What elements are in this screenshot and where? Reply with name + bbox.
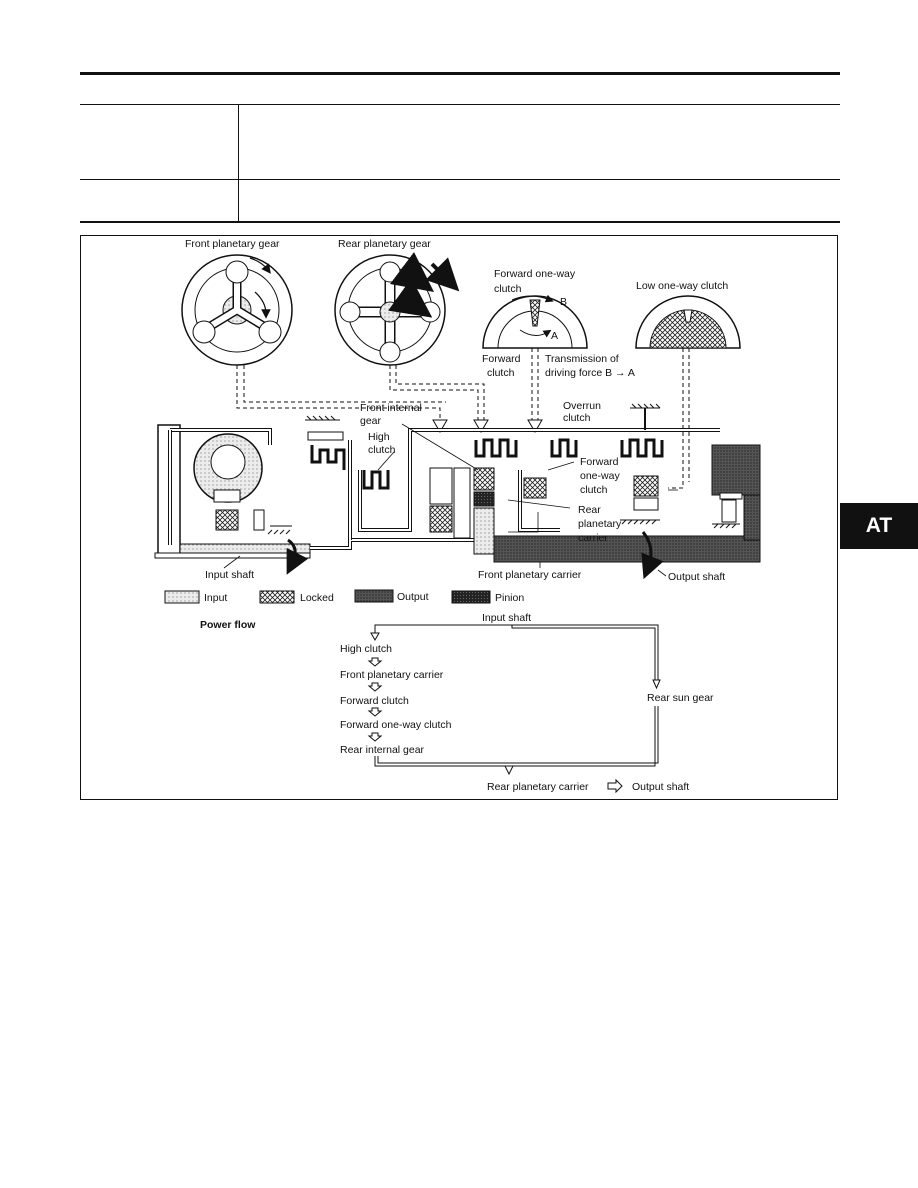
forward-owc-label-1: Forward one-way [494, 268, 576, 280]
pf-rear-internal-gear: Rear internal gear [340, 744, 425, 756]
high-clutch-label-2: clutch [368, 444, 396, 456]
front-internal-gear-label-2: gear [360, 415, 382, 427]
rear-planetary-gear-icon [335, 255, 448, 365]
low-owc-label: Low one-way clutch [636, 280, 729, 292]
legend-swatch-output [355, 590, 393, 602]
rear-planetary-carrier-label-1: Rear [578, 504, 601, 516]
pf-front-planetary-carrier: Front planetary carrier [340, 669, 444, 681]
forward-one-way-clutch-icon [483, 296, 587, 348]
forward-owc-label-2: clutch [494, 283, 522, 295]
legend-swatch-input [165, 591, 199, 603]
legend-label-output: Output [397, 591, 429, 603]
pf-forward-one-way-clutch: Forward one-way clutch [340, 719, 452, 731]
transmission-cross-section [155, 404, 760, 568]
rear-planetary-carrier-label-3: carrier [578, 532, 608, 544]
section-tab: AT [840, 503, 918, 549]
legend-label-locked: Locked [300, 592, 334, 604]
transmission-label-1: Transmission of [545, 353, 619, 365]
overrun-clutch-label-2: clutch [563, 412, 591, 424]
pf-forward-clutch: Forward clutch [340, 695, 409, 707]
transmission-label-2: driving force B → A [545, 367, 635, 379]
rear-planetary-carrier-label-2: planetary [578, 518, 622, 530]
pf-rear-planetary-carrier: Rear planetary carrier [487, 781, 589, 793]
input-shaft-label: Input shaft [205, 569, 255, 581]
mark-a: A [551, 330, 559, 342]
legend-label-pinion: Pinion [495, 592, 525, 604]
legend-swatch-pinion [452, 591, 490, 603]
legend-label-input: Input [204, 592, 228, 604]
front-planetary-carrier-label: Front planetary carrier [478, 569, 582, 581]
mark-b: B [560, 296, 568, 308]
overrun-clutch-label-1: Overrun [563, 400, 601, 412]
power-flow-title: Power flow [200, 619, 256, 631]
high-clutch-label-1: High [368, 431, 390, 443]
forward-owc-label-a: Forward [580, 456, 619, 468]
rear-planetary-gear-label: Rear planetary gear [338, 238, 431, 250]
front-internal-gear-label-1: Front internal [360, 402, 422, 414]
pf-high-clutch: High clutch [340, 643, 392, 655]
forward-clutch-label-1: Forward [482, 353, 521, 365]
power-flow-arrows [369, 633, 660, 792]
forward-owc-label-b: one-way [580, 470, 620, 482]
output-shaft-label: Output shaft [668, 571, 726, 583]
legend-swatch-locked [260, 591, 294, 603]
pf-input-shaft: Input shaft [482, 612, 532, 624]
legend [165, 590, 524, 604]
forward-clutch-label-2: clutch [487, 367, 515, 379]
forward-owc-label-c: clutch [580, 484, 608, 496]
front-planetary-gear-icon [182, 255, 292, 365]
low-one-way-clutch-icon [636, 296, 740, 348]
pf-rear-sun-gear: Rear sun gear [647, 692, 714, 704]
front-planetary-gear-label: Front planetary gear [185, 238, 280, 250]
pf-output-shaft: Output shaft [632, 781, 690, 793]
